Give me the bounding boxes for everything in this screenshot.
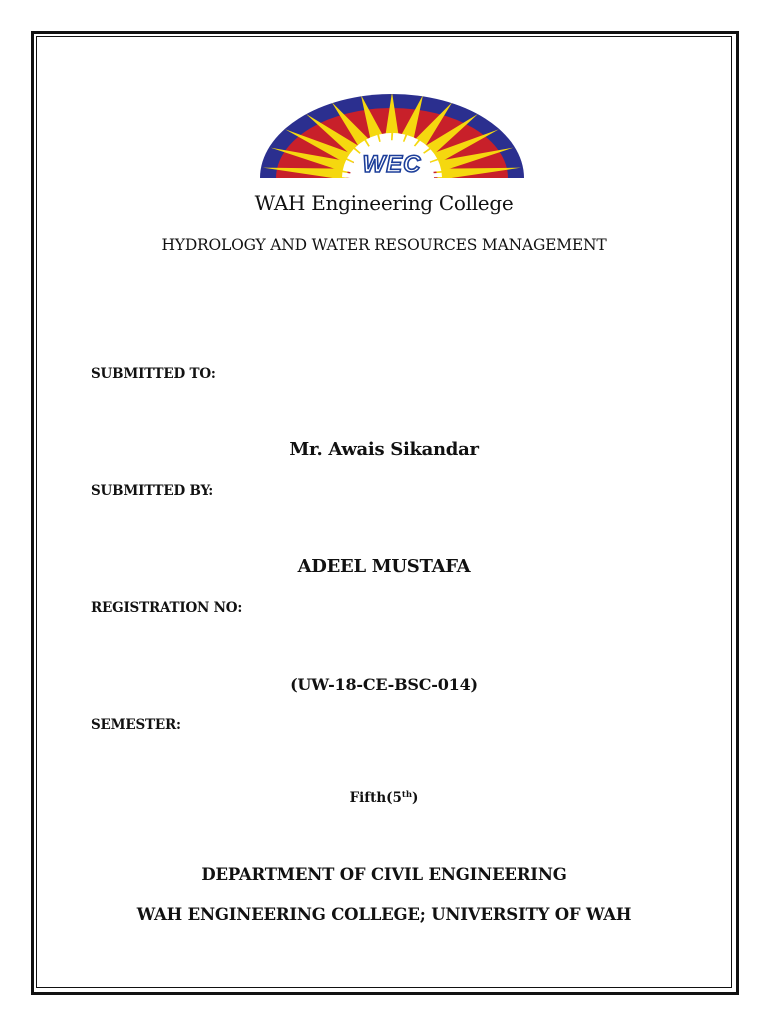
submitted-to-label: SUBMITTED TO:: [91, 366, 216, 382]
registration-value: (UW-18-CE-BSC-014): [290, 675, 478, 694]
submitted-by-label: SUBMITTED BY:: [91, 483, 214, 499]
logo-text: WEC: [362, 151, 422, 178]
semester-label: SEMESTER:: [91, 717, 181, 733]
subject-title: HYDROLOGY AND WATER RESOURCES MANAGEMENT: [161, 236, 607, 254]
semester-value-suffix: ): [412, 790, 419, 806]
semester-value-prefix: Fifth(5: [349, 790, 402, 806]
institution-name: WAH ENGINEERING COLLEGE; UNIVERSITY OF WAH: [136, 905, 632, 924]
registration-label: REGISTRATION NO:: [91, 600, 243, 616]
semester-value: [40, 790, 728, 806]
submitted-to-value: Mr. Awais Sikandar: [289, 439, 479, 460]
semester-value-sup: th: [401, 790, 413, 800]
wec-logo: [258, 92, 526, 180]
department-name: DEPARTMENT OF CIVIL ENGINEERING: [201, 865, 567, 884]
college-name: WAH Engineering College: [254, 191, 514, 215]
submitted-by-value: ADEEL MUSTAFA: [297, 556, 471, 577]
